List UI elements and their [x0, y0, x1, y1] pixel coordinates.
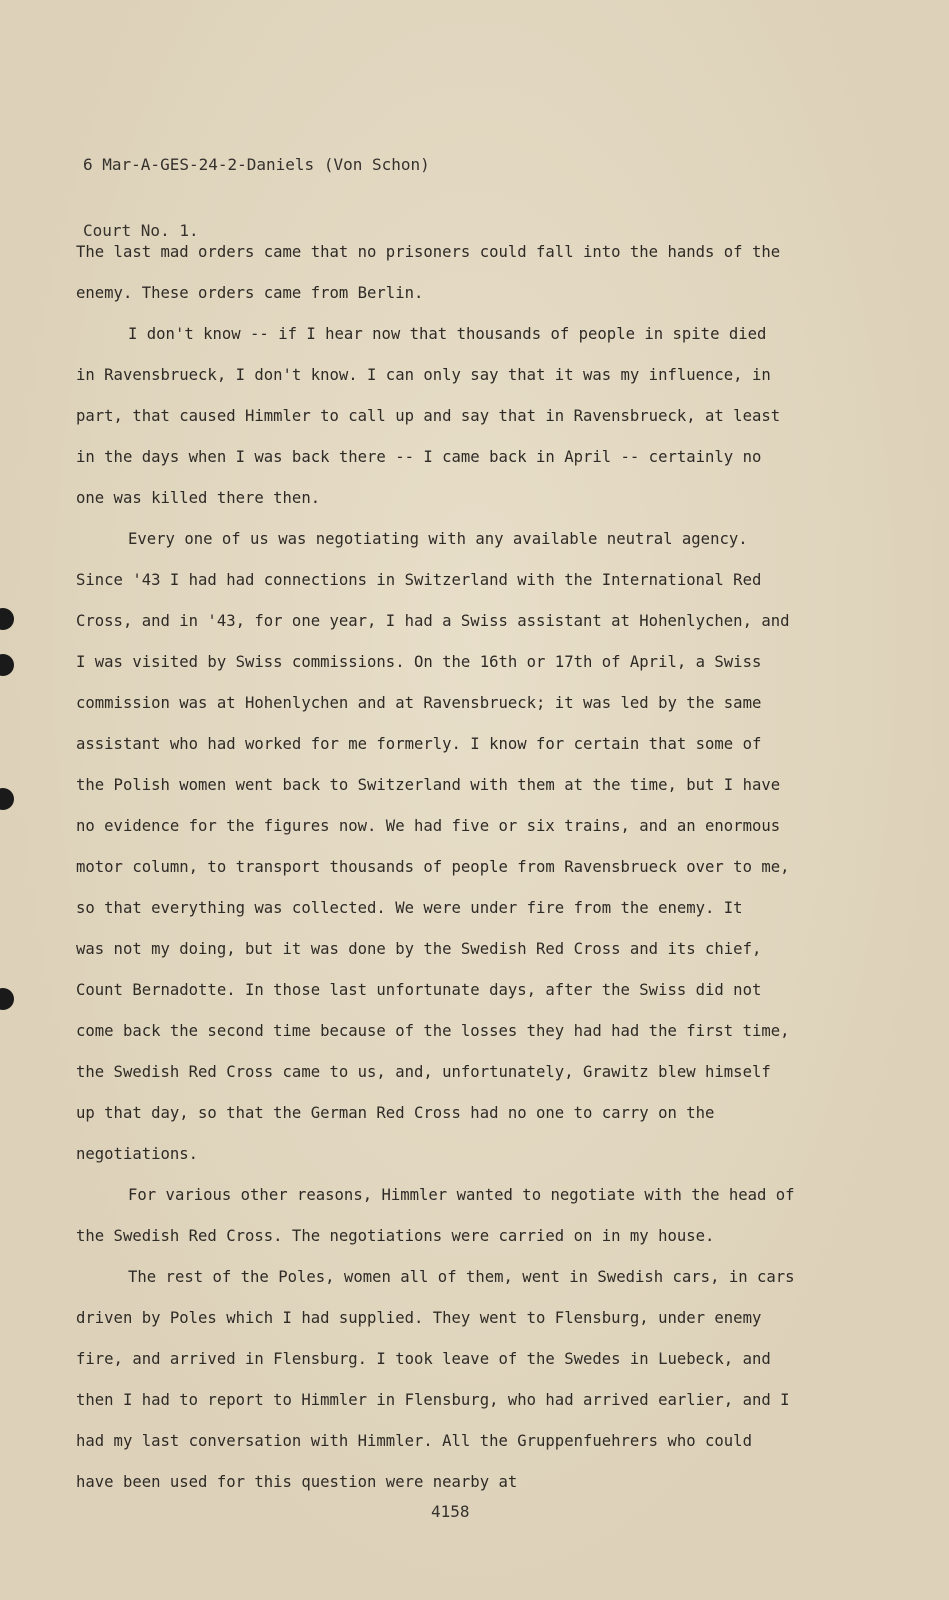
transcript-line: enemy. These orders came from Berlin.: [76, 284, 424, 302]
transcript-line: The rest of the Poles, women all of them, went in Swedish cars, in cars: [128, 1268, 795, 1286]
transcript-line: I was visited by Swiss commissions. On the 16th or 17th of April, a Swiss: [76, 653, 762, 671]
transcript-line: Cross, and in '43, for one year, I had a Swiss assistant at Hohenlychen, and: [76, 612, 790, 630]
transcript-line: had my last conversation with Himmler. All the Gruppenfuehrers who could: [76, 1432, 752, 1450]
transcript-line: then I had to report to Himmler in Flensburg, who had arrived earlier, and I: [76, 1391, 790, 1409]
transcript-line: motor column, to transport thousands of people from Ravensbrueck over to me,: [76, 858, 790, 876]
header-reference-line: 6 Mar-A-GES-24-2-Daniels (Von Schon): [83, 155, 430, 174]
punch-hole: [0, 608, 14, 630]
transcript-line: The last mad orders came that no prisoners could fall into the hands of the: [76, 243, 781, 261]
transcript-line: Count Bernadotte. In those last unfortunate days, after the Swiss did not: [76, 981, 762, 999]
punch-hole: [0, 988, 14, 1010]
transcript-line: For various other reasons, Himmler wanted to negotiate with the head of: [128, 1186, 795, 1204]
transcript-line: I don't know -- if I hear now that thousands of people in spite died: [128, 325, 767, 343]
transcript-line: the Polish women went back to Switzerland with them at the time, but I have: [76, 776, 781, 794]
transcript-line: commission was at Hohenlychen and at Ravensbrueck; it was led by the same: [76, 694, 762, 712]
transcript-line: the Swedish Red Cross. The negotiations were carried on in my house.: [76, 1227, 715, 1245]
transcript-line: Every one of us was negotiating with any available neutral agency.: [128, 530, 748, 548]
transcript-line: no evidence for the figures now. We had five or six trains, and an enormous: [76, 817, 781, 835]
transcript-line: so that everything was collected. We were under fire from the enemy. It: [76, 899, 743, 917]
transcript-line: negotiations.: [76, 1145, 199, 1163]
transcript-line: in Ravensbrueck, I don't know. I can only say that it was my influence, in: [76, 366, 771, 384]
punch-hole: [0, 788, 14, 810]
transcript-line: driven by Poles which I had supplied. They went to Flensburg, under enemy: [76, 1309, 762, 1327]
transcript-line: assistant who had worked for me formerly. I know for certain that some of: [76, 735, 762, 753]
transcript-line: come back the second time because of the losses they had had the first time,: [76, 1022, 790, 1040]
transcript-line: fire, and arrived in Flensburg. I took leave of the Swedes in Luebeck, and: [76, 1350, 771, 1368]
page-number: 4158: [431, 1502, 470, 1521]
transcript-line: up that day, so that the German Red Cross had no one to carry on the: [76, 1104, 715, 1122]
transcript-line: was not my doing, but it was done by the Swedish Red Cross and its chief,: [76, 940, 762, 958]
transcript-line: the Swedish Red Cross came to us, and, unfortunately, Grawitz blew himself: [76, 1063, 771, 1081]
transcript-line: one was killed there then.: [76, 489, 321, 507]
transcript-body: [76, 232, 866, 1503]
transcript-line: part, that caused Himmler to call up and say that in Ravensbrueck, at least: [76, 407, 781, 425]
header-court-line: Court No. 1.: [83, 221, 199, 240]
transcript-line: Since '43 I had had connections in Switzerland with the International Red: [76, 571, 762, 589]
transcript-line: in the days when I was back there -- I came back in April -- certainly no: [76, 448, 762, 466]
transcript-line: have been used for this question were nearby at: [76, 1473, 518, 1491]
punch-hole: [0, 654, 14, 676]
